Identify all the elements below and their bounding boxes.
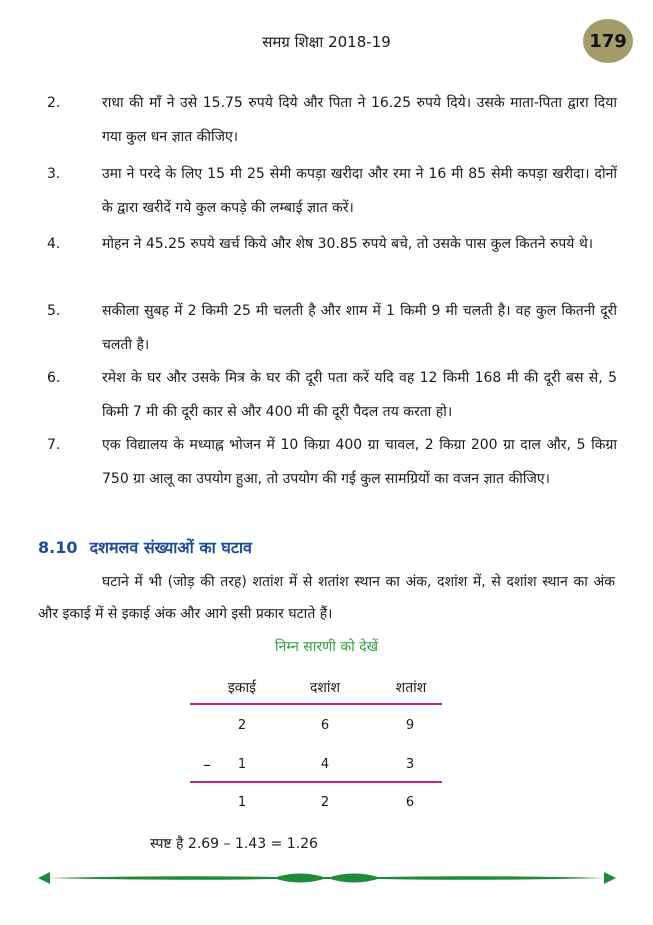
table-cell: 9 <box>405 718 415 733</box>
question-item <box>47 86 617 154</box>
question-text: उमा ने परदे के लिए 15 मी 25 सेमी कपड़ा खरीदा और रमा ने 16 मी 85 सेमी कपड़ा खरीदा। दोनों के द्वारा खरीदें गये कुल कपड़े की लम्बाई ज्ञात करें। <box>102 166 617 216</box>
result-statement: स्पष्ट है 2.69 – 1.43 = 1.26 <box>150 836 318 852</box>
question-number: 4. <box>47 236 61 252</box>
question-text: रमेश के घर और उसके मित्र के घर की दूरी पता करें यदि वह 12 किमी 168 मी की दूरी बस से, 5 किमी 7 मी की दूरी कार से और 400 मी की दूरी पैदल तय करता हो। <box>102 370 617 420</box>
table-cell: 2 <box>237 718 247 733</box>
question-number: 7. <box>47 437 61 453</box>
question-text: राधा की माँ ने उसे 15.75 रुपये दिये और पिता ने 16.25 रुपये दिये। उसके माता-पिता द्वारा दिया गया कुल धन ज्ञात कीजिए। <box>102 95 617 145</box>
table-cell: 6 <box>405 795 415 810</box>
table-rule-top <box>190 703 442 705</box>
question-text: एक विद्यालय के मध्याह्न भोजन में 10 किग्रा 400 ग्रा चावल, 2 किग्रा 200 ग्रा दाल और, 5 किग्रा 750 ग्रा आलू का उपयोग हुआ, तो उपयोग की गई कुल सामग्रियों का वजन ज्ञात कीजिए। <box>102 437 617 487</box>
section-title: दशमलव संख्याओं का घटाव <box>89 538 252 557</box>
column-header-units: इकाई <box>227 680 257 696</box>
section-number: 8.10 <box>38 538 78 557</box>
question-item <box>47 294 617 362</box>
table-cell: 1 <box>237 795 247 810</box>
section-heading <box>38 536 252 558</box>
table-cell: 2 <box>320 795 330 810</box>
question-number: 3. <box>47 166 61 182</box>
page-header: समग्र शिक्षा 2018-19 <box>262 33 391 51</box>
question-text: सकीला सुबह में 2 किमी 25 मी चलती है और शाम में 1 किमी 9 मी चलती है। वह कुल कितनी दूरी चलती है। <box>102 303 617 353</box>
table-rule-result <box>190 781 442 783</box>
minus-sign: – <box>203 755 211 774</box>
question-item <box>47 428 617 496</box>
table-cell: 6 <box>320 718 330 733</box>
column-header-hundredths: शतांश <box>395 680 427 696</box>
question-number: 2. <box>47 95 61 111</box>
decorative-divider-ornament <box>38 866 616 890</box>
question-item <box>47 157 617 225</box>
page-number-badge: 179 <box>583 19 633 63</box>
table-cell: 3 <box>405 757 415 772</box>
section-paragraph: घटाने में भी (जोड़ की तरह) शतांश में से शतांश स्थान का अंक, दशांश में, से दशांश स्थान का अंक और इकाई में से इकाई अंक और आगे इसी प्रकार घटाते हैं। <box>38 574 615 622</box>
table-caption: निम्न सारणी को देखें <box>274 639 379 655</box>
table-cell: 1 <box>237 757 247 772</box>
question-item <box>47 227 617 261</box>
question-text: मोहन ने 45.25 रुपये खर्च किये और शेष 30.85 रुपये बचे, तो उसके पास कुल कितने रुपये थे। <box>102 236 594 252</box>
table-cell: 4 <box>320 757 330 772</box>
question-number: 5. <box>47 303 61 319</box>
question-item <box>47 361 617 429</box>
question-number: 6. <box>47 370 61 386</box>
column-header-tenths: दशांश <box>309 680 341 696</box>
